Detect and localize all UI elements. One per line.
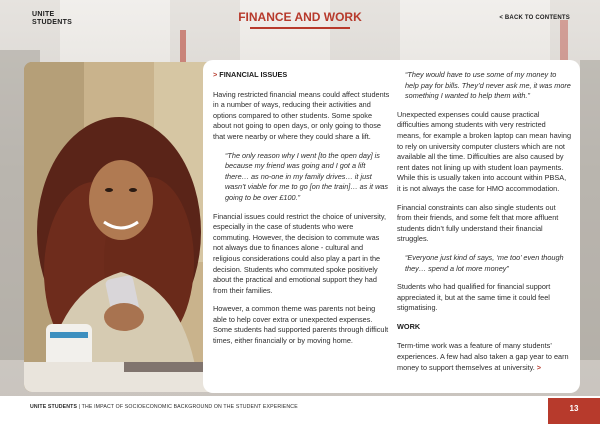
paragraph: Students who had qualified for financial support appreciated it, but at the same time it could feel stigmatising. [397,282,551,313]
work-heading: WORK [397,321,421,331]
paragraph: However, a common theme was parents not being able to help cover extra or unexpected expenses. Some students had supported parents through difficult times, either financially or by moving home. [213,304,389,346]
quote: “Everyone just kind of says, ‘me too’ even though they… spend a lot more money” [405,252,564,273]
paragraph: Having restricted financial means could affect students in a number of ways, reducing their activities and options compared to other students. Some spoke about not going to open days, or only going to those that were nearby or where they could share a lift. [213,89,390,141]
right-column [397,70,571,381]
next-page-arrow[interactable]: > [536,362,542,372]
footer [0,396,600,424]
quote: “The only reason why I went [to the open day] is because my friend was going and I got a lift there… as no-one in my family drives… it just wasn’t viable for me to go [on the train]… as it was going to be over £100.” [225,150,389,202]
student-photo [24,62,214,392]
paragraph: Financial issues could restrict the choice of university, especially in the case of students who were commuting. However, the decision to commute was not always due to finances alone - cultural and religious considerations could also play a part in the decision. Students who commuted spoke positively about the practical and emotional support they had from their families. [213,211,387,295]
student-illustration [24,62,214,392]
left-column [213,70,391,355]
quote: “They would have to use some of my money to help pay for bills. They’d never ask me, it was more something I wanted to help them with.” [405,70,571,101]
page-number: 13 [548,398,600,424]
title-underline [250,27,350,29]
paragraph: Unexpected expenses could cause practical difficulties among students with very restricted means, for example a broken laptop can mean having to rely on university computer clusters which are not available all the time. Difficulties are also caused by rent dates not lining up with student loan payments. While this is usually taken into account within PBSA, it is not always the case for HMO accommodation. [397,109,572,193]
paragraph: Financial constraints can also single students out from their friends, and some felt that more affluent students didn’t fully understand their financial struggles. [397,202,559,244]
financial-issues-heading: > FINANCIAL ISSUES [213,70,288,79]
paragraph: Term-time work was a feature of many students’ experiences. A few had also taken a gap year to earn money to support themselves at university. > [397,341,569,372]
back-to-contents-link[interactable]: < BACK TO CONTENTS [499,15,570,21]
page-title: FINANCE AND WORK [238,10,362,24]
unite-students-logo[interactable]: UNITE STUDENTS [32,11,73,26]
footer-text: UNITE STUDENTS | THE IMPACT OF SOCIOECONOMIC BACKGROUND ON THE STUDENT EXPERIENCE [30,404,298,410]
